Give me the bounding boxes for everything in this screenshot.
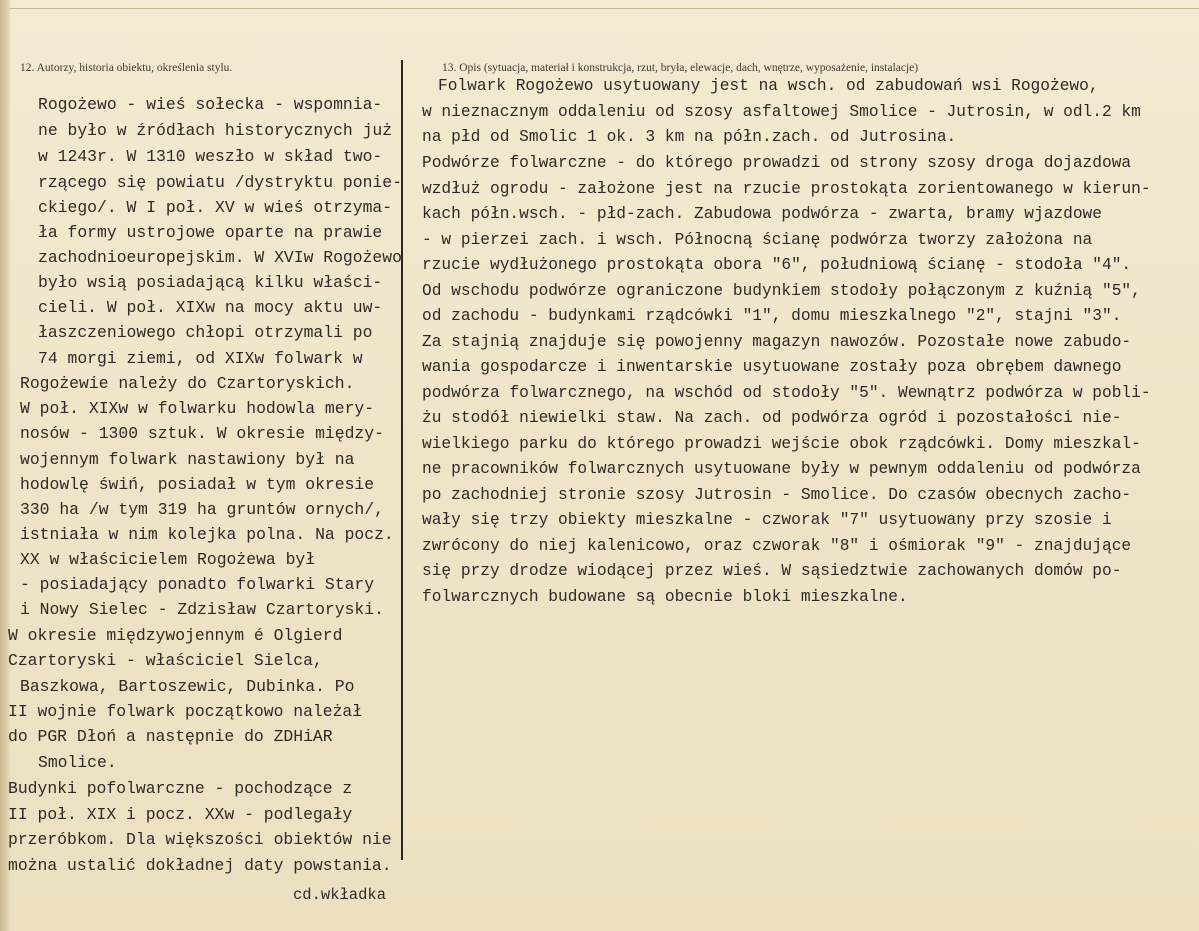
- history-line: istniała w nim kolejka polna. Na pocz.: [20, 525, 394, 544]
- top-rule: [10, 8, 1199, 9]
- description-line: żu stodół niewielki staw. Na zach. od podwórza ogród i pozostałości nie-: [422, 409, 1122, 427]
- history-line: ne było w źródłach historycznych już: [38, 121, 393, 140]
- left-section-header: 12. Autorzy, historia obiektu, określenia stylu.: [20, 62, 233, 74]
- history-line: Rogożewie należy do Czartoryskich.: [20, 374, 355, 393]
- history-line: łaszczeniowego chłopi otrzymali po: [38, 323, 373, 342]
- description-line: na płd od Smolic 1 ok. 3 km na półn.zach. od Jutrosina.: [422, 128, 957, 146]
- history-line: było wsią posiadającą kilku właści-: [38, 273, 383, 292]
- description-line: wielkiego parku do którego prowadzi wejście obok rządcówki. Domy mieszkal-: [422, 435, 1141, 453]
- history-line: II wojnie folwark początkowo należał: [8, 702, 363, 721]
- history-line: nosów - 1300 sztuk. W okresie między-: [20, 424, 384, 443]
- history-line: hodowlę świń, posiadał w tym okresie: [20, 475, 375, 494]
- history-line: zachodnioeuropejskim. W XVIw Rogożewo: [38, 248, 402, 267]
- history-line: rzącego się powiatu /dystryktu ponie-: [38, 173, 402, 192]
- history-line: wojennym folwark nastawiony był na: [20, 450, 355, 469]
- history-line: Smolice.: [38, 753, 117, 772]
- description-line: się przy drodze wiodącej przez wieś. W sąsiedztwie zachowanych domów po-: [422, 562, 1122, 580]
- history-line: 330 ha /w tym 319 ha gruntów ornych/,: [20, 500, 384, 519]
- history-line: ła formy ustrojowe oparte na prawie: [38, 223, 383, 242]
- description-line: kach półn.wsch. - płd-zach. Zabudowa podwórza - zwarta, bramy wjazdowe: [422, 205, 1102, 223]
- description-line: wzdłuż ogrodu - założone jest na rzucie prostokąta zorientowanego w kierun-: [422, 180, 1151, 198]
- history-line: XX w właścicielem Rogożewa był: [20, 550, 316, 569]
- description-line: Od wschodu podwórze ograniczone budynkiem stodoły połączonym z kuźnią "5",: [422, 282, 1141, 300]
- history-line: cieli. W poł. XIXw na mocy aktu uw-: [38, 298, 383, 317]
- description-line: Za stajnią znajduje się powojenny magazyn nawozów. Pozostałe nowe zabudo-: [422, 333, 1132, 351]
- description-line: po zachodniej stronie szosy Jutrosin - Smolice. Do czasów obecnych zacho-: [422, 486, 1132, 504]
- history-line: - posiadający ponadto folwarki Stary: [20, 575, 375, 594]
- history-line: 74 morgi ziemi, od XIXw folwark w: [38, 349, 363, 368]
- description-line: Folwark Rogożewo usytuowany jest na wsch. od zabudowań wsi Rogożewo,: [438, 77, 1099, 95]
- description-line: wały się trzy obiekty mieszkalne - czworak "7" usytuowany przy szosie i: [422, 511, 1112, 529]
- right-section-header: 13. Opis (sytuacja, materiał i konstrukcja, rzut, bryła, elewacje, dach, wnętrze, wyposażenie, instalacje): [442, 62, 919, 74]
- description-line: zwrócony do niej kalenicowo, oraz czworak "8" i ośmiorak "9" - znajdujące: [422, 537, 1132, 555]
- history-line: Czartoryski - właściciel Sielca,: [8, 651, 323, 670]
- history-line: Baszkowa, Bartoszewic, Dubinka. Po: [20, 677, 355, 696]
- history-line: w 1243r. W 1310 weszło w skład two-: [38, 147, 383, 166]
- history-line: można ustalić dokładnej daty powstania.: [8, 856, 392, 875]
- description-line: - w pierzei zach. i wsch. Północną ścianę podwórza tworzy założona na: [422, 231, 1093, 249]
- description-line: w nieznacznym oddaleniu od szosy asfaltowej Smolice - Jutrosin, w odl.2 km: [422, 103, 1141, 121]
- history-line: Rogożewo - wieś sołecka - wspomnia-: [38, 95, 383, 114]
- description-line: wania gospodarcze i inwentarskie usytuowane zostały poza obrębem dawnego: [422, 358, 1122, 376]
- history-line: przeróbkom. Dla większości obiektów nie: [8, 830, 392, 849]
- description-line: od zachodu - budynkami rządcówki "1", domu mieszkalnego "2", stajni "3".: [422, 307, 1122, 325]
- history-line: ckiego/. W I poł. XV w wieś otrzyma-: [38, 198, 393, 217]
- description-line: folwarcznych budowane są obecnie bloki mieszkalne.: [422, 588, 908, 606]
- history-line: i Nowy Sielec - Zdzisław Czartoryski.: [20, 600, 384, 619]
- description-line: rzucie wydłużonego prostokąta obora "6", południową ścianę - stodoła "4".: [422, 256, 1132, 274]
- continuation-note: cd.wkładka: [293, 886, 387, 904]
- history-line: W poł. XIXw w folwarku hodowla mery-: [20, 399, 375, 418]
- history-line: W okresie międzywojennym é Olgierd: [8, 626, 343, 645]
- history-line: do PGR Dłoń a następnie do ZDHiAR: [8, 727, 333, 746]
- description-line: podwórza folwarcznego, na wschód od stodoły "5". Wewnątrz podwórza w pobli-: [422, 384, 1151, 402]
- description-line: ne pracowników folwarcznych usytuowane były w pewnym oddaleniu od podwórza: [422, 460, 1141, 478]
- history-line: Budynki pofolwarczne - pochodzące z: [8, 779, 353, 798]
- history-line: II poł. XIX i pocz. XXw - podlegały: [8, 805, 353, 824]
- description-line: Podwórze folwarczne - do którego prowadzi od strony szosy droga dojazdowa: [422, 154, 1132, 172]
